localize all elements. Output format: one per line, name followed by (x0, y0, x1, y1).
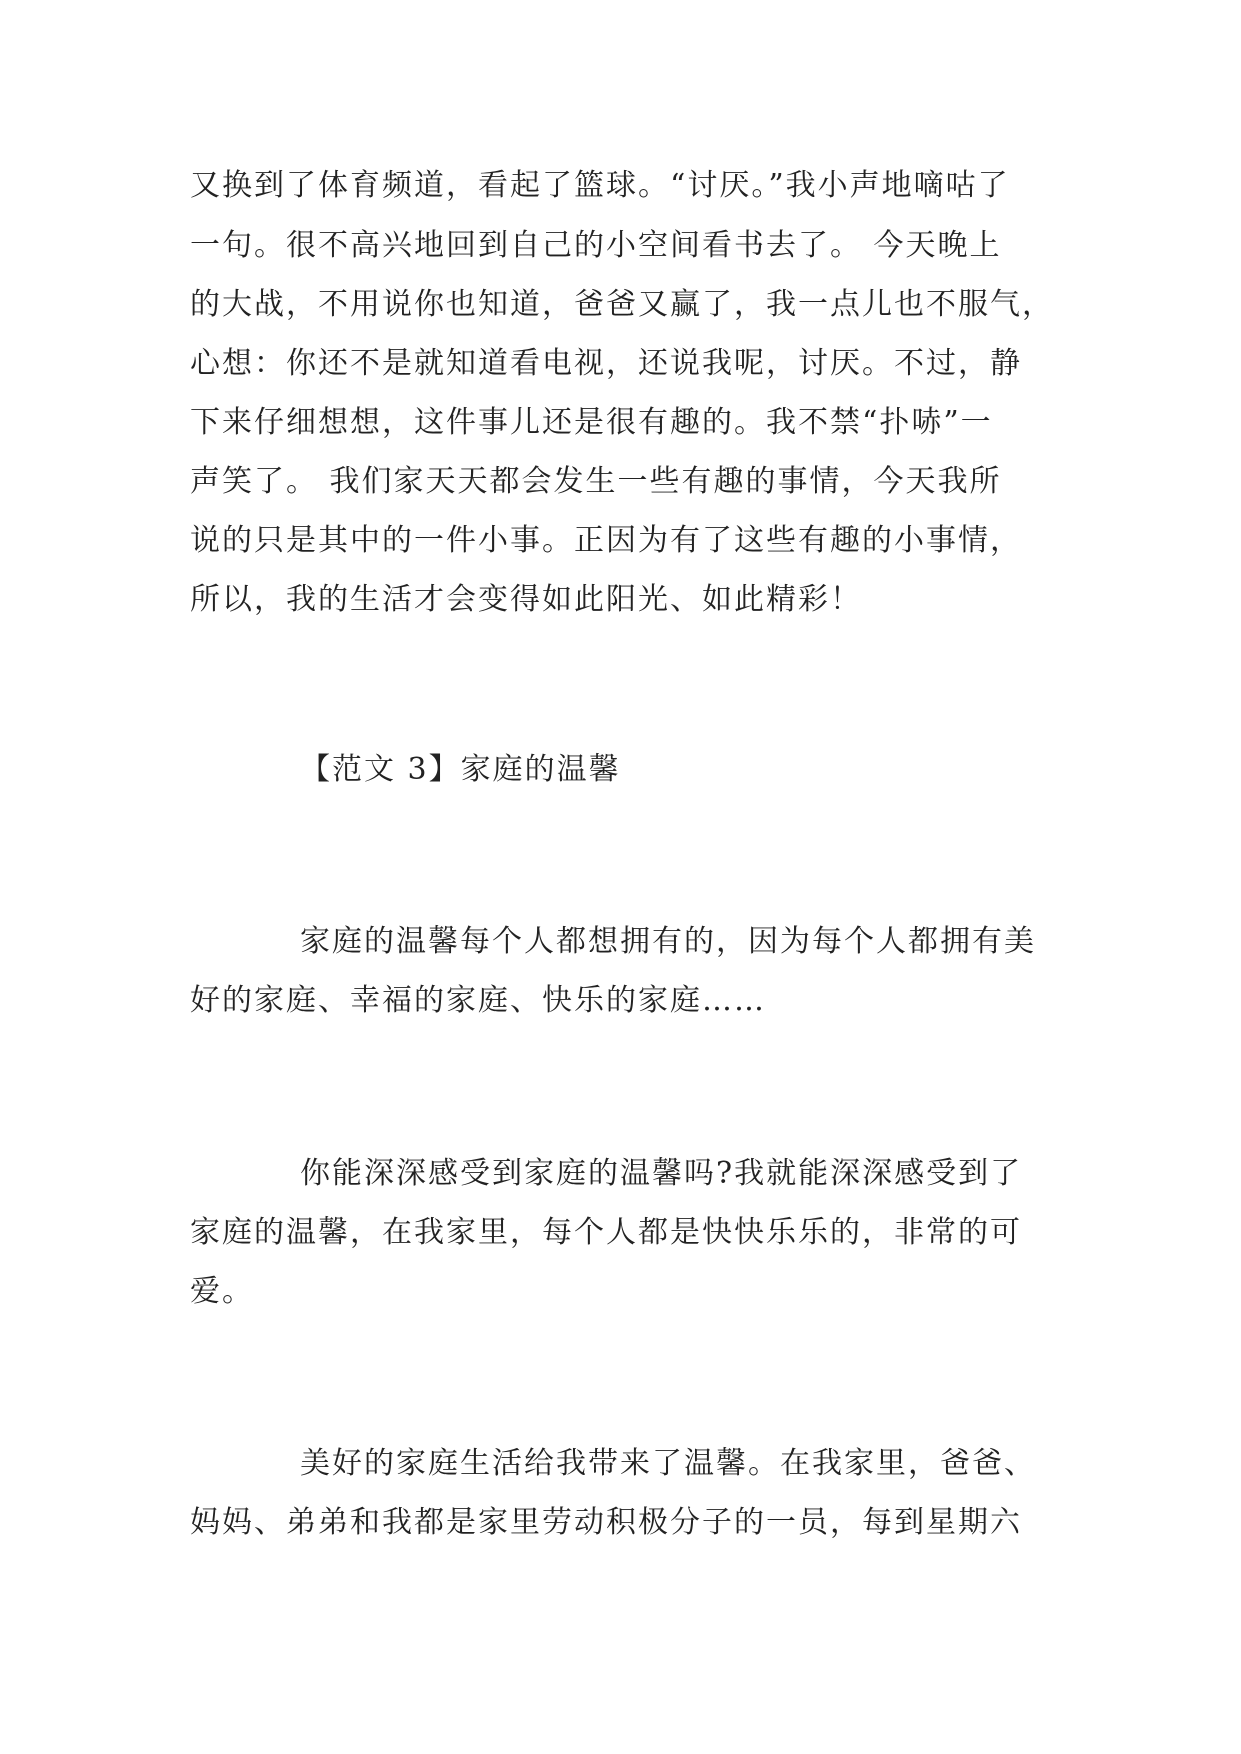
text-line: 家庭的温馨每个人都想拥有的，因为每个人都拥有美 (300, 924, 1036, 959)
text-line: 心想：你还不是就知道看电视，还说我呢，讨厌。不过，静 (190, 346, 1022, 381)
text-line: 的大战，不用说你也知道，爸爸又赢了，我一点儿也不服气， (190, 287, 1054, 322)
text-line: 好的家庭、幸福的家庭、快乐的家庭…… (190, 983, 766, 1018)
text-line: 你能深深感受到家庭的温馨吗?我就能深深感受到了 (300, 1156, 1023, 1191)
text-line: 下来仔细想想，这件事儿还是很有趣的。我不禁“扑哧”一 (190, 405, 993, 440)
text-line: 所以，我的生活才会变得如此阳光、如此精彩！ (190, 582, 862, 617)
text-line: 爱。 (190, 1274, 254, 1309)
text-line: 说的只是其中的一件小事。正因为有了这些有趣的小事情， (190, 523, 1022, 558)
text-line: 又换到了体育频道，看起了篮球。“讨厌。”我小声地嘀咕了 (190, 168, 1010, 203)
text-line: 一句。很不高兴地回到自己的小空间看书去了。 今天晚上 (190, 228, 1002, 263)
text-line: 美好的家庭生活给我带来了温馨。在我家里，爸爸、 (300, 1446, 1036, 1481)
section-heading: 【范文 3】家庭的温馨 (300, 752, 621, 787)
text-line: 家庭的温馨，在我家里，每个人都是快快乐乐的，非常的可 (190, 1215, 1022, 1250)
text-line: 妈妈、弟弟和我都是家里劳动积极分子的一员，每到星期六 (190, 1505, 1022, 1540)
text-line: 声笑了。 我们家天天都会发生一些有趣的事情，今天我所 (190, 464, 1002, 499)
